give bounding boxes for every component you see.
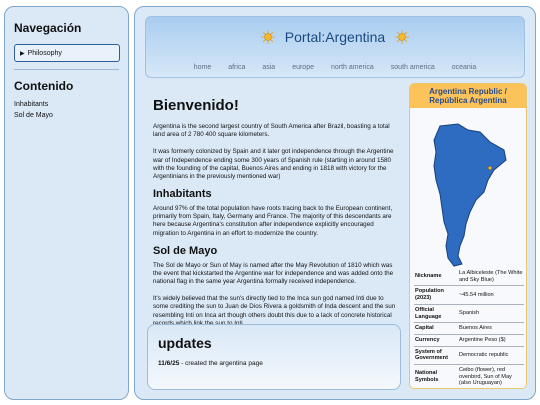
sol-de-mayo-heading: Sol de Mayo xyxy=(153,244,218,257)
sun-of-may-icon xyxy=(261,30,275,44)
infobox-key: Population (2023) xyxy=(414,286,458,304)
infobox-row xyxy=(414,268,524,286)
sidebar-link-inhabitants[interactable]: Inhabitants xyxy=(14,101,49,108)
updates-box xyxy=(147,324,401,390)
nav-home[interactable]: home xyxy=(193,64,212,71)
infobox-row xyxy=(414,334,524,346)
sidebar-contents-title: Contenido xyxy=(14,79,74,93)
continent-nav xyxy=(146,64,524,71)
infobox-row xyxy=(414,286,524,304)
nav-oceania[interactable]: oceania xyxy=(451,64,477,71)
argentina-map-icon xyxy=(410,120,527,268)
inhabitants-heading: Inhabitants xyxy=(153,188,212,201)
infobox-key: Official Language xyxy=(414,304,458,322)
portal-header xyxy=(145,16,525,78)
infobox-value: Argentine Peso ($) xyxy=(458,334,524,346)
intro-paragraph-2: It was formerly colonized by Spain and it later got independence through the Argentine war of Independence ending some 300 years of Spanish rule (starting in around 1580 with the founding of the capital, Buenos Aires and ending in 1818 with victory for the Argentinians in the previously mentioned war) xyxy=(153,148,394,180)
infobox-value: Ceibo (flower), red ovenbird, Sun of May (also Uruguayan) xyxy=(458,365,524,389)
infobox-table xyxy=(414,268,524,389)
infobox-key: Currency xyxy=(414,334,458,346)
intro-paragraph-1: Argentina is the second largest country of South America after Brazil, boasting a total land area of 2 780 400 square kilometers. xyxy=(153,123,390,139)
sidebar-nav-title: Navegación xyxy=(14,21,82,35)
infobox-value: ~45.54 million xyxy=(458,286,524,304)
main-panel xyxy=(134,6,536,400)
infobox-key: National Symbols xyxy=(414,365,458,389)
sidebar-divider xyxy=(14,69,119,70)
infobox-row xyxy=(414,304,524,322)
triangle-right-icon: ▶ xyxy=(20,50,25,57)
sol-de-mayo-paragraph-2: It's widely believed that the sun's directly tied to the Inca sun god named Inti due to some crediting the sun to Juan de Dios Rivera a goldsmith of Inda descent and the sun resembling Inti on Inca art though others doubt this due to a lack of concrete historical xyxy=(153,295,396,319)
nav-asia[interactable]: asia xyxy=(262,64,276,71)
article xyxy=(153,97,399,328)
infobox-value: La Albiceleste (The White and Sky Blue) xyxy=(458,268,524,286)
nav-north-america[interactable]: north america xyxy=(330,64,374,71)
updates-title: updates xyxy=(158,335,212,351)
sidebar-link-sol-de-mayo[interactable]: Sol de Mayo xyxy=(14,112,53,119)
infobox-row xyxy=(414,346,524,364)
infobox-value: Democratic republic xyxy=(458,346,524,364)
nav-south-america[interactable]: south america xyxy=(390,64,435,71)
infobox-title: Argentina Republic / República Argentina xyxy=(410,84,526,108)
philosophy-button-label: Philosophy xyxy=(27,49,62,57)
nav-africa[interactable]: africa xyxy=(228,64,246,71)
nav-europe[interactable]: europe xyxy=(292,64,314,71)
inhabitants-paragraph: Around 97% of the total population have roots tracing back to the European continent, primarily from Spain, Italy, Germany and France. The majority of this descendants are here because Argentina's constitution after independence explicitly encouraged migration to Argentina in an effort to modernize the country. xyxy=(153,205,393,237)
article-title: Bienvenido! xyxy=(153,97,239,114)
update-date: 11/6/25 xyxy=(158,360,180,367)
sun-of-may-icon xyxy=(395,30,409,44)
update-item xyxy=(158,360,390,367)
infobox-value: Buenos Aires xyxy=(458,323,524,335)
portal-title xyxy=(146,29,524,45)
sidebar xyxy=(4,6,129,400)
update-text: - created the argentina page xyxy=(179,360,263,367)
sol-de-mayo-paragraph-1: The Sol de Mayo or Sun of May is named after the May Revolution of 1810 which was the event that kickstarted the Argentine war for independence and was added onto the national flag in the same year Argentina formally received independence. xyxy=(153,261,394,286)
infobox-key: System of Government xyxy=(414,346,458,364)
infobox-key: Capital xyxy=(414,323,458,335)
philosophy-button[interactable] xyxy=(14,44,120,62)
infobox-row xyxy=(414,323,524,335)
infobox xyxy=(409,83,527,389)
portal-title-text: Portal:Argentina xyxy=(284,29,386,45)
infobox-row xyxy=(414,365,524,389)
infobox-value: Spanish xyxy=(458,304,524,322)
infobox-key: Nickname xyxy=(414,268,458,286)
